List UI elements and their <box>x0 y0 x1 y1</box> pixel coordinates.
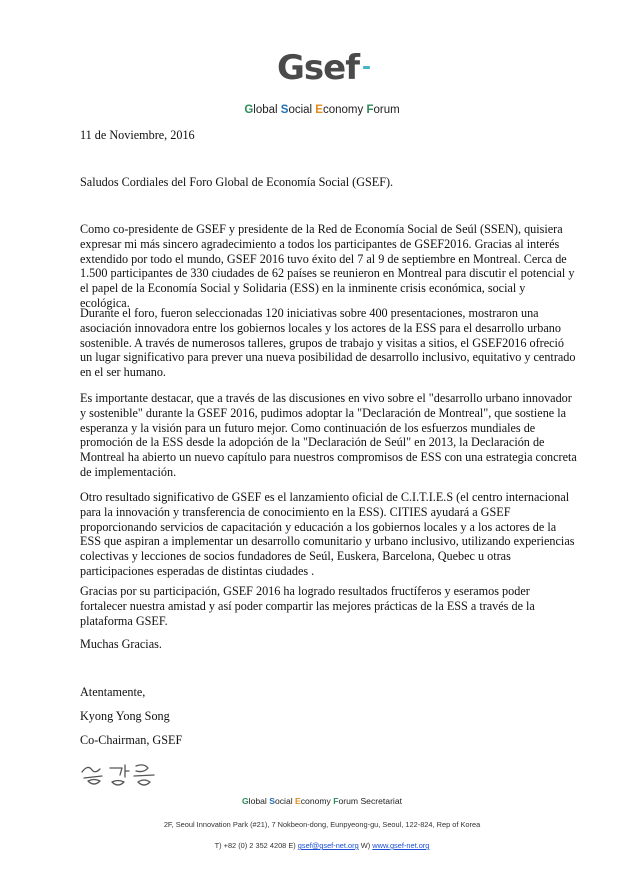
org-name-header <box>0 104 644 116</box>
logo-accent-mark <box>363 66 370 69</box>
org-word-ocial: ocial <box>288 104 316 116</box>
logo-text: Gsef <box>277 48 359 88</box>
org-initial-f: F <box>366 104 374 116</box>
footer-website-link[interactable]: www.gsef-net.org <box>372 841 430 850</box>
footer-initial-g: G <box>241 796 249 806</box>
signer-name: Kyong Yong Song <box>80 709 170 723</box>
letter-date: 11 de Noviembre, 2016 <box>80 128 195 142</box>
letter-greeting: Saludos Cordiales del Foro Global de Economía Social (GSEF). <box>80 175 394 189</box>
signer-title: Co-Chairman, GSEF <box>80 733 183 747</box>
org-word-conomy: conomy <box>322 104 367 116</box>
letter-paragraph-1: Como co-presidente de GSEF y presidente de la Red de Economía Social de Seúl (SSEN), quisiera expresar mi más sincero agradecimiento a todos los participantes de GSEF2016. Gracias al interés extendido por todo el mundo, GSEF 2016 tuvo éxito del 7 al 9 de septiembre en Montreal. Cerca de 1.500 participantes de 330 ciudades de 62 países se reunieron en Montreal para discutir el potencial y el papel de la Economía Social y Solidaria (ESS) en la inminente crisis económica, social y ecológica. <box>80 222 575 310</box>
footer-initial-s: S <box>269 796 275 806</box>
footer-phone: T) +82 (0) 2 352 4208 E) <box>214 841 296 850</box>
letter-paragraph-5: Gracias por su participación, GSEF 2016 ha logrado resultados fructíferos y eseramos poder fortalecer nuestra amistad y así poder compartir las mejores prácticas de la ESS a través de la plataforma GSEF. <box>80 584 535 628</box>
footer-initial-f: F <box>333 796 339 806</box>
org-initial-e: E <box>315 104 323 116</box>
footer-initial-e: E <box>295 796 301 806</box>
org-word-lobal: lobal <box>253 104 281 116</box>
footer-word-ocial: ocial <box>274 796 296 806</box>
letter-closing: Muchas Gracias. <box>80 637 162 651</box>
footer-word-conomy: conomy <box>300 796 334 806</box>
footer-word-orum-secretariat: orum Secretariat <box>338 796 403 806</box>
letter-paragraph-4: Otro resultado significativo de GSEF es el lanzamiento oficial de C.I.T.I.E.S (el centro internacional para la innovación y transferencia de conocimiento en la ESS). CITIES ayudará a GSEF proporcionando servicios de capacitación y educación a los gobiernos locales y a los actores de la ESS que aspiran a implementar un desarrollo comunitario y urbano inclusivo, utilizando experiencias colectivas y lecciones de socios fundadores de Seúl, Euskera, Barcelona, Quebec u otras participaciones esperadas de distintas ciudades . <box>80 490 575 578</box>
footer-address: 2F, Seoul Innovation Park (#21), 7 Nokbeon-dong, Eunpyeong-gu, Seoul, 122-824, Rep of Korea <box>163 820 481 829</box>
handwritten-signature <box>80 760 170 790</box>
footer-org-title <box>0 796 644 806</box>
letter-signoff: Atentamente, <box>80 685 146 699</box>
footer-email-link[interactable]: gsef@gsef-net.org <box>297 841 359 850</box>
footer-contact <box>0 841 644 850</box>
letter-paragraph-2: Durante el foro, fueron seleccionadas 120 iniciativas sobre 400 presentaciones, mostraron una asociación innovadora entre los gobiernos locales y los actores de la ESS para el desarrollo urbano sostenible. A través de numerosos talleres, grupos de trabajo y visitas a sitios, el GSEF2016 ofreció un lugar significativo para prever una nueva posibilidad de desarrollo inclusivo, equitativo y centrado en el ser humano. <box>80 306 576 380</box>
org-initial-g: G <box>244 104 254 116</box>
letter-paragraph-3: Es importante destacar, que a través de las discusiones en vivo sobre el "desarrollo urbano innovador y sostenible" durante la GSEF 2016, pudimos adoptar la "Declaración de Montreal", que sostiene la esperanza y la visión para un futuro mejor. Como continuación de los esfuerzos mundiales de promoción de la ESS desde la adopción de la "Declaración de Seúl" en 2013, la Declaración de Montreal ha abierto un nuevo capítulo para nuestros compromisos de ESS con una estrategia concreta de implementación. <box>80 391 577 479</box>
org-initial-s: S <box>280 104 289 116</box>
footer-web-prefix: W) <box>360 841 371 850</box>
gsef-logo <box>277 48 373 90</box>
footer-word-lobal: lobal <box>248 796 270 806</box>
org-word-orum: orum <box>373 104 400 116</box>
